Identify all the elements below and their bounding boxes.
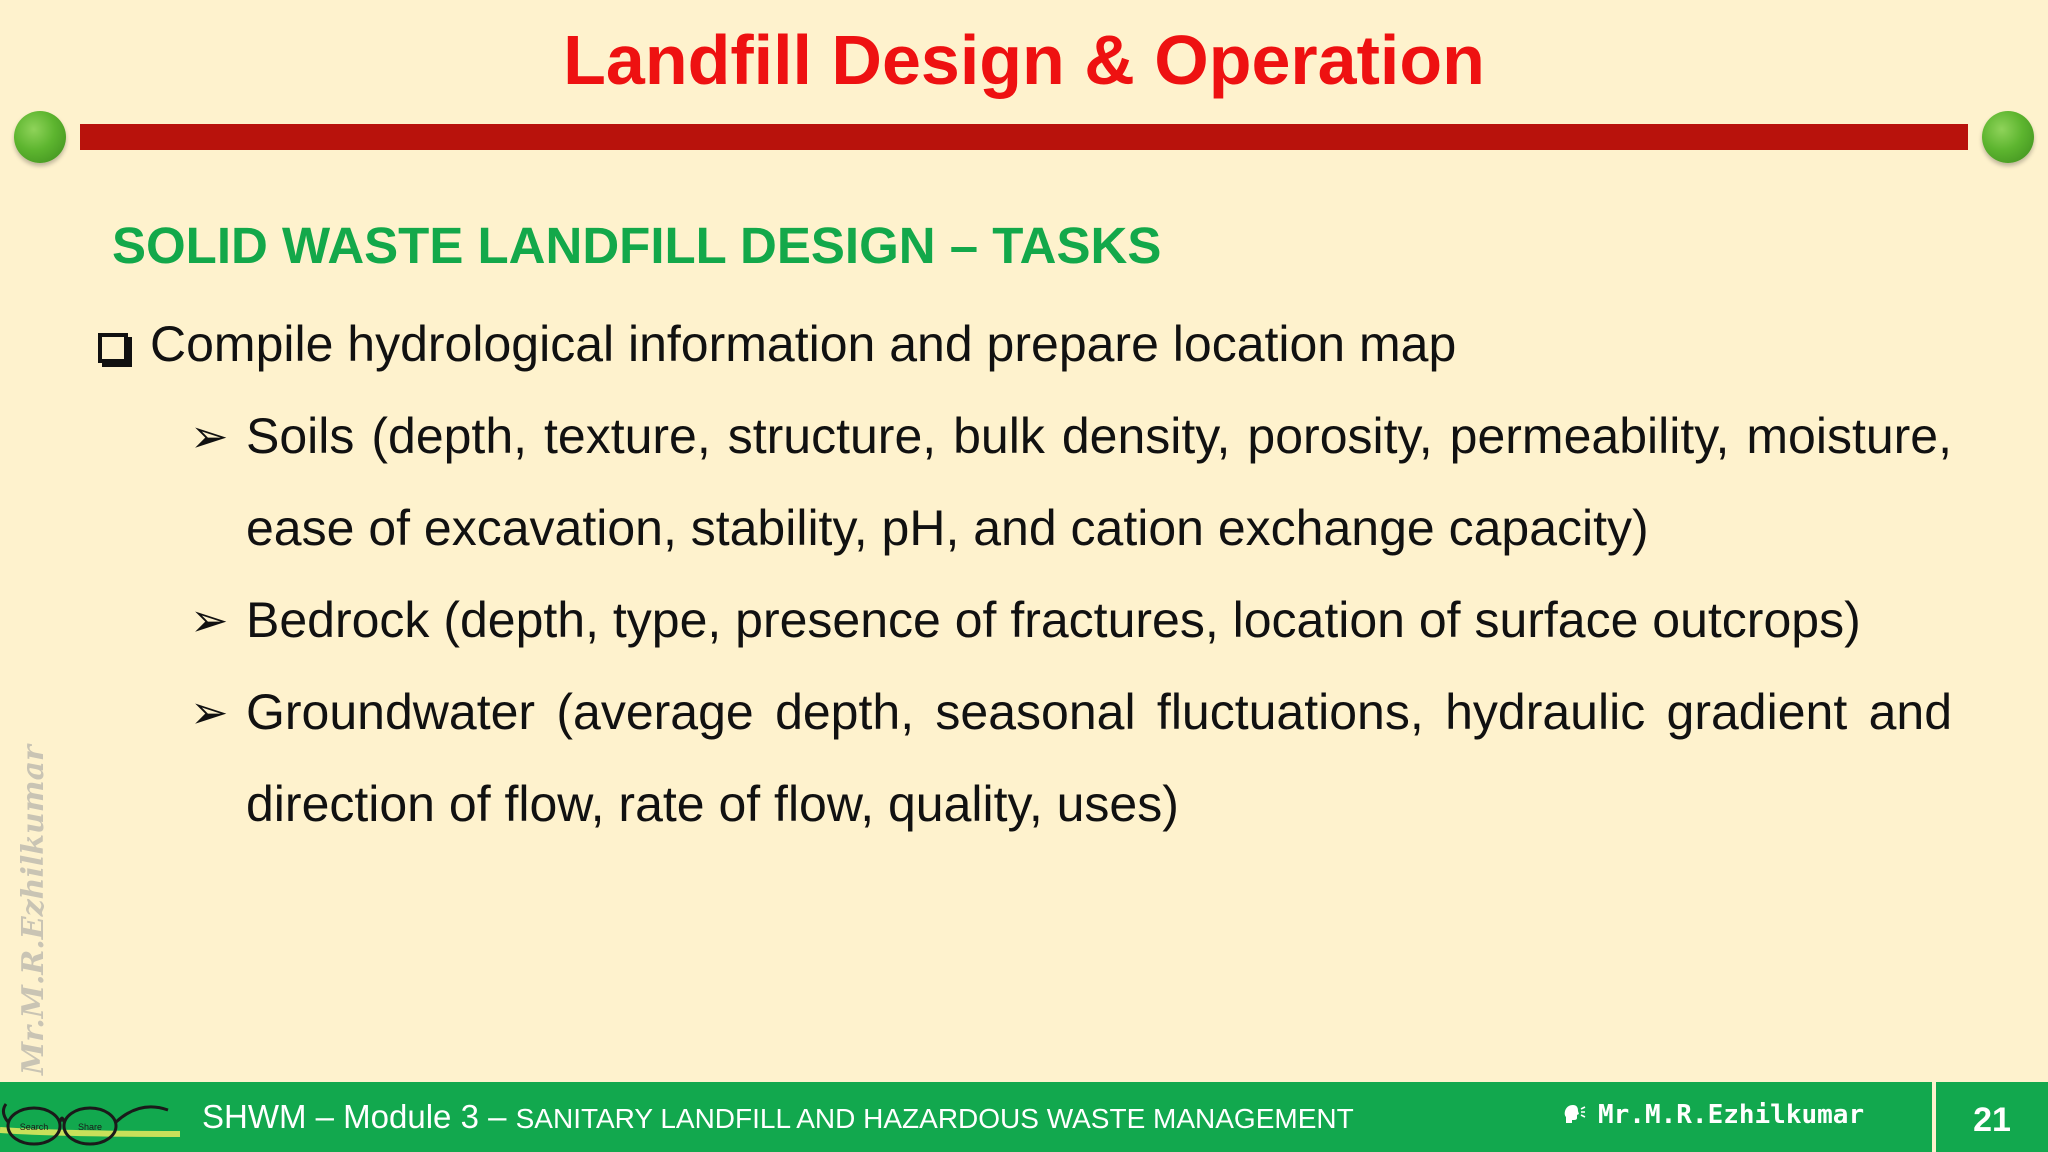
arrowhead-icon: ➢ (190, 409, 229, 463)
footer-course-text (202, 1082, 1354, 1152)
footer-author (1562, 1082, 1864, 1148)
sub-bullet-text: Soils (depth, texture, structure, bulk density, porosity, permeability, moisture, ease of excavation, stability, pH, and cation exchange capacity) (246, 408, 1952, 556)
main-bullet-text: Compile hydrological information and prepare location map (150, 316, 1457, 372)
main-bullet (98, 314, 1456, 374)
hollow-box-icon (98, 333, 128, 363)
logo-text-right: Share (77, 1122, 103, 1132)
sub-bullet-text: Bedrock (depth, type, presence of fractures, location of surface outcrops) (246, 592, 1861, 648)
sub-bullet-soils (190, 390, 1952, 574)
footer-module-title: SANITARY LANDFILL AND HAZARDOUS WASTE MANAGEMENT (515, 1103, 1354, 1134)
sub-bullet-groundwater (190, 666, 1952, 850)
speaking-head-icon (1562, 1103, 1586, 1125)
arrowhead-icon: ➢ (190, 685, 229, 739)
right-green-dot (1982, 111, 2034, 163)
arrowhead-icon: ➢ (190, 593, 229, 647)
section-heading: SOLID WASTE LANDFILL DESIGN – TASKS (112, 217, 1162, 274)
footer-course: SHWM – Module 3 – (202, 1098, 516, 1135)
sub-bullet-bedrock (190, 574, 1952, 666)
footer-bar (0, 1082, 2048, 1152)
author-watermark: Mr.M.R.Ezhilkumar (16, 745, 51, 1075)
logo-text-left: Search (19, 1122, 49, 1132)
page-number: 21 (1973, 1101, 2011, 1139)
footer-author-name: Mr.M.R.Ezhilkumar (1598, 1100, 1865, 1130)
title-underline-bar (80, 124, 1968, 150)
slide-title: Landfill Design & Operation (563, 21, 1485, 99)
eyeglasses-logo (0, 1082, 180, 1152)
left-green-dot (14, 111, 66, 163)
sub-bullet-text: Groundwater (average depth, seasonal fluctuations, hydraulic gradient and direction of flow, rate of flow, quality, uses) (246, 684, 1952, 832)
